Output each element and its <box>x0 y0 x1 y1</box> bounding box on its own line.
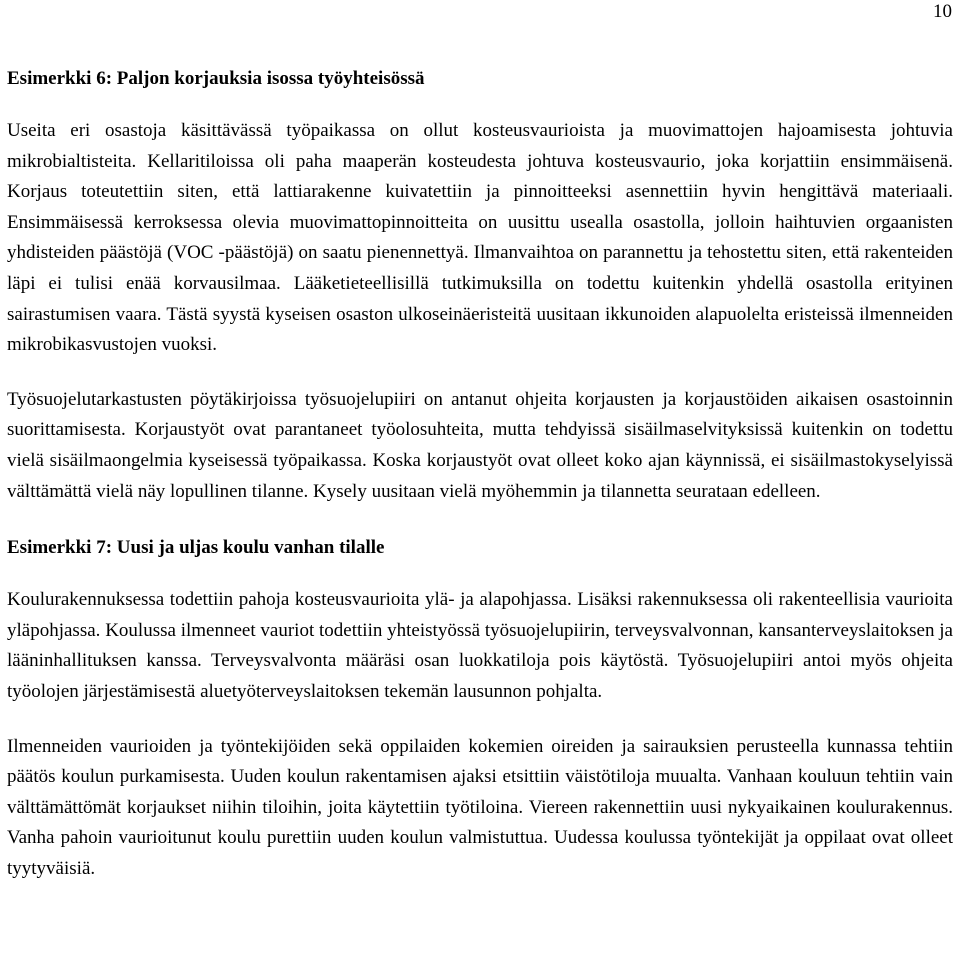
paragraph: Koulurakennuksessa todettiin pahoja kosteusvaurioita ylä- ja alapohjassa. Lisäksi rakennuksessa oli rakenteellisia vaurioita yläpohjassa. Koulussa ilmenneet vauriot todettiin yhteistyössä työsuojelupiirin, terveysvalvonnan, kansanterveyslaitoksen ja lääninhallituksen kanssa. Terveysvalvonta määräsi osan luokkatiloja pois käytöstä. Työsuojelupiiri antoi myös ohjeita työolojen järjestämisestä aluetyöterveyslaitoksen tekemän lausunnon pohjalta. <box>7 589 953 702</box>
paragraph: Työsuojelutarkastusten pöytäkirjoissa työsuojelupiiri on antanut ohjeita korjausten ja korjaustöiden aikaisen osastoinnin suorittamisesta. Korjaustyöt ovat parantaneet työolosuhteita, mutta tehdyissä sisäilmaselvityksissä kuitenkin on todettu vielä sisäilmaongelmia kyseisessä työpaikassa. Koska korjaustyöt ovat olleet koko ajan käynnissä, ei sisäilmastokyselyissä välttämättä vielä näy lopullinen tilanne. Kysely uusitaan vielä myöhemmin ja tilannetta seurataan edelleen. <box>7 388 953 502</box>
page-number: 10 <box>933 1 952 22</box>
paragraph: Ilmenneiden vaurioiden ja työntekijöiden sekä oppilaiden kokemien oireiden ja sairauksien perusteella kunnassa tehtiin päätös koulun purkamisesta. Uuden koulun rakentamisen ajaksi etsittiin väistötiloja muualta. Vanhaan kouluun tehtiin vain välttämättömät korjaukset niihin tiloihin, joita käytettiin työtiloina. Viereen rakennettiin uusi nykyaikainen koulurakennus. Vanha pahoin vaurioitunut koulu purettiin uuden koulun valmistuttua. Uudessa koulussa työntekijät ja oppilaat ovat olleet tyytyväisiä. <box>7 735 953 879</box>
paragraph: Useita eri osastoja käsittävässä työpaikassa on ollut kosteusvaurioista ja muovimattojen hajoamisesta johtuvia mikrobialtisteita. Kellaritiloissa oli paha maaperän kosteudesta johtuva kosteusvaurio, joka korjattiin ensimmäisenä. Korjaus toteutettiin siten, että lattiarakenne kuivatettiin ja pinnoitteeksi asennettiin hyvin hengittävä materiaali. Ensimmäisessä kerroksessa olevia muovimattopinnoitteita on uusittu usealla osastolla, jolloin haihtuvien orgaanisten yhdisteiden päästöjä (VOC -päästöjä) on saatu pienennettyä. Ilmanvaihtoa on parannettu ja tehostettu siten, että rakenteiden läpi ei tulisi enää korvausilmaa. Lääketieteellisillä tutkimuksilla on todettu kuitenkin yhdellä osastolla erityinen sairastumisen vaara. Tästä syystä kyseisen osaston ulkoseinäeristeitä uusitaan ikkunoiden alapuolelta eristeissä ilmenneiden mikrobikasvustojen vuoksi. <box>7 120 953 356</box>
section-example-6 <box>7 64 953 507</box>
section-heading: Esimerkki 6: Paljon korjauksia isossa työyhteisössä <box>7 68 425 89</box>
section-heading: Esimerkki 7: Uusi ja uljas koulu vanhan tilalle <box>7 537 385 559</box>
section-example-7 <box>7 533 953 884</box>
document-body <box>7 64 953 884</box>
